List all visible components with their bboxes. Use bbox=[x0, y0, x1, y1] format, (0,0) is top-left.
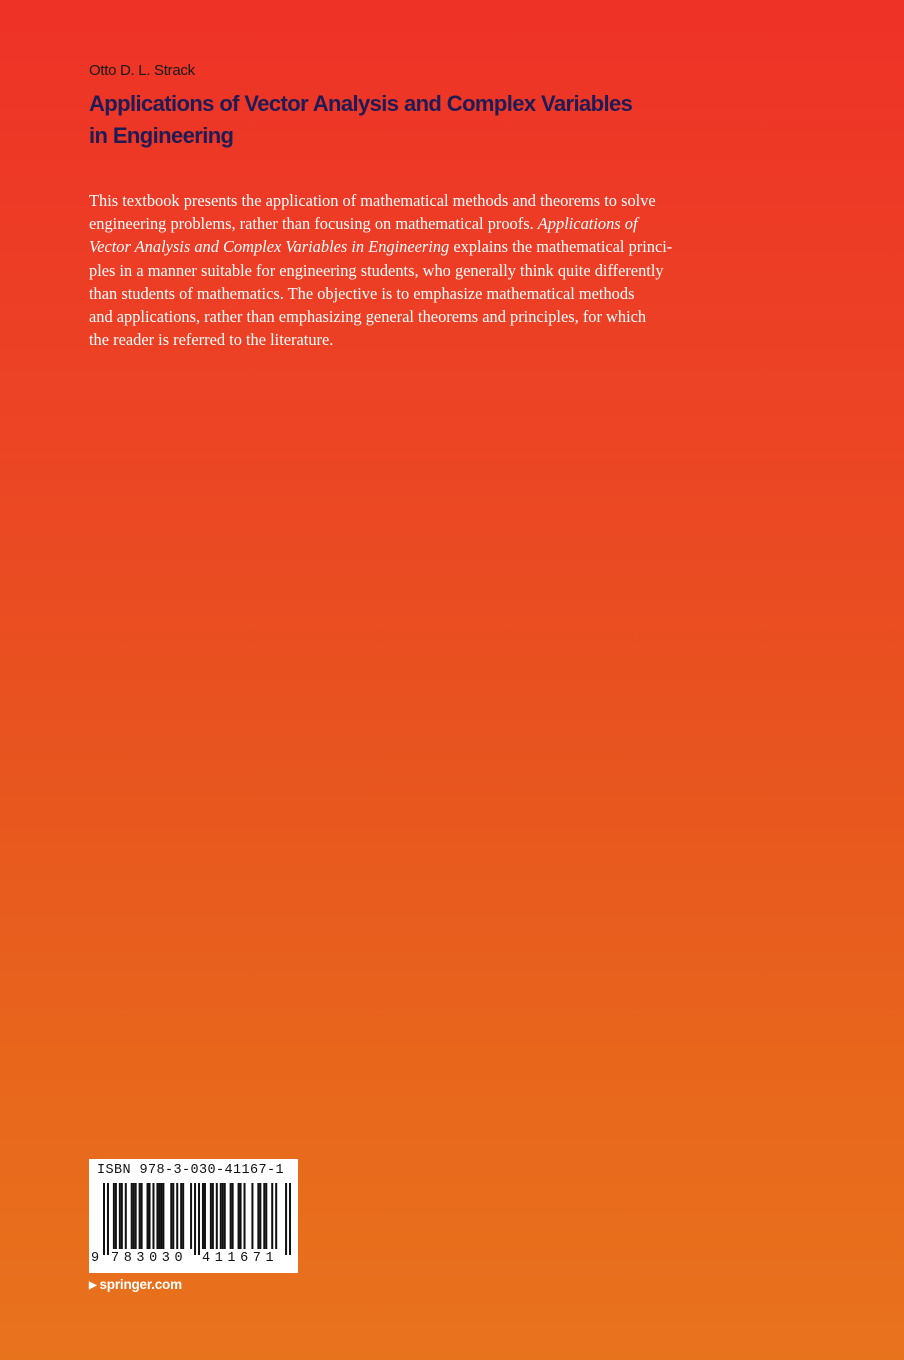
barcode-bar bbox=[257, 1183, 259, 1249]
barcode-bar bbox=[230, 1183, 232, 1249]
barcode-bar bbox=[113, 1183, 115, 1249]
triangle-right-icon: ▶ bbox=[89, 1280, 97, 1291]
book-title bbox=[89, 88, 709, 152]
publisher-link[interactable] bbox=[89, 1277, 182, 1292]
barcode-bar bbox=[131, 1183, 133, 1249]
description-line-6: and applications, rather than emphasizing general theorems and principles, for which bbox=[89, 307, 647, 327]
barcode-bar bbox=[263, 1183, 265, 1249]
isbn-barcode-box bbox=[89, 1159, 298, 1273]
barcode-bar bbox=[176, 1183, 178, 1249]
barcode-bar bbox=[259, 1183, 261, 1249]
barcode-bar bbox=[265, 1183, 267, 1249]
barcode-bar bbox=[198, 1183, 200, 1255]
barcode-bar bbox=[251, 1183, 253, 1249]
description-line-2: engineering problems, rather than focusing on mathematical proofs. Applications of bbox=[89, 214, 638, 234]
barcode-bar bbox=[135, 1183, 137, 1249]
barcode-bar bbox=[141, 1183, 143, 1249]
book-title-line-1: Applications of Vector Analysis and Complex Variables bbox=[89, 91, 633, 116]
description-line-1: This textbook presents the application of mathematical methods and theorems to solve bbox=[89, 191, 656, 210]
description-line-5: than students of mathematics. The objective is to emphasize mathematical methods bbox=[89, 283, 635, 303]
barcode-bar bbox=[232, 1183, 234, 1249]
isbn-label: ISBN 978-3-030-41167-1 bbox=[97, 1163, 285, 1178]
barcode-digits-left: 783030 bbox=[111, 1251, 188, 1266]
barcode-digit-prefix: 9 bbox=[91, 1251, 100, 1266]
barcode-bar bbox=[121, 1183, 123, 1249]
barcode-bar bbox=[182, 1183, 184, 1249]
barcode-bar bbox=[107, 1183, 109, 1255]
barcode-bar bbox=[158, 1183, 160, 1249]
barcode-bar bbox=[170, 1183, 172, 1249]
barcode-bar bbox=[139, 1183, 141, 1249]
barcode-bar bbox=[190, 1183, 192, 1249]
book-description bbox=[89, 189, 719, 351]
barcode-bar bbox=[210, 1183, 212, 1249]
barcode-bar bbox=[180, 1183, 182, 1249]
barcode-bar bbox=[212, 1183, 214, 1249]
barcode-bar bbox=[271, 1183, 273, 1249]
book-title-line-2: in Engineering bbox=[89, 123, 234, 148]
barcode-graphic bbox=[103, 1183, 291, 1255]
barcode-bar bbox=[125, 1183, 127, 1249]
barcode-bar bbox=[240, 1183, 242, 1249]
barcode-bar bbox=[152, 1183, 154, 1249]
barcode-bar bbox=[149, 1183, 151, 1249]
barcode-bar bbox=[238, 1183, 240, 1249]
barcode-bar bbox=[216, 1183, 218, 1249]
barcode-bar bbox=[115, 1183, 117, 1249]
barcode-bar bbox=[156, 1183, 158, 1249]
publisher-url: springer.com bbox=[99, 1277, 182, 1292]
barcode-bar bbox=[119, 1183, 121, 1249]
barcode-bar bbox=[160, 1183, 162, 1249]
barcode-digits-right: 411671 bbox=[202, 1251, 279, 1266]
barcode-bar bbox=[275, 1183, 277, 1249]
description-line-4: ples in a manner suitable for engineering students, who generally think quite differently bbox=[89, 260, 664, 280]
barcode-bar bbox=[289, 1183, 291, 1255]
barcode-bar bbox=[224, 1183, 226, 1249]
barcode-digits bbox=[89, 1251, 298, 1271]
barcode-bar bbox=[244, 1183, 246, 1249]
barcode-bar bbox=[103, 1183, 105, 1255]
barcode-bar bbox=[222, 1183, 224, 1249]
barcode-bar bbox=[194, 1183, 196, 1255]
barcode-bar bbox=[162, 1183, 164, 1249]
book-title-italic: Vector Analysis and Complex Variables in Engineering bbox=[89, 237, 450, 257]
description-line-3: Vector Analysis and Complex Variables in Engineering explains the mathematical princi- bbox=[89, 237, 673, 257]
barcode-bar bbox=[172, 1183, 174, 1249]
barcode-bar bbox=[202, 1183, 204, 1249]
description-line-7: the reader is referred to the literature. bbox=[89, 330, 334, 350]
barcode-bar bbox=[133, 1183, 135, 1249]
barcode-bar bbox=[147, 1183, 149, 1249]
barcode-bar bbox=[204, 1183, 206, 1249]
book-title-italic: Applications of bbox=[537, 214, 638, 234]
author-name: Otto D. L. Strack bbox=[89, 62, 195, 79]
barcode-bar bbox=[285, 1183, 287, 1255]
barcode-bar bbox=[220, 1183, 222, 1249]
